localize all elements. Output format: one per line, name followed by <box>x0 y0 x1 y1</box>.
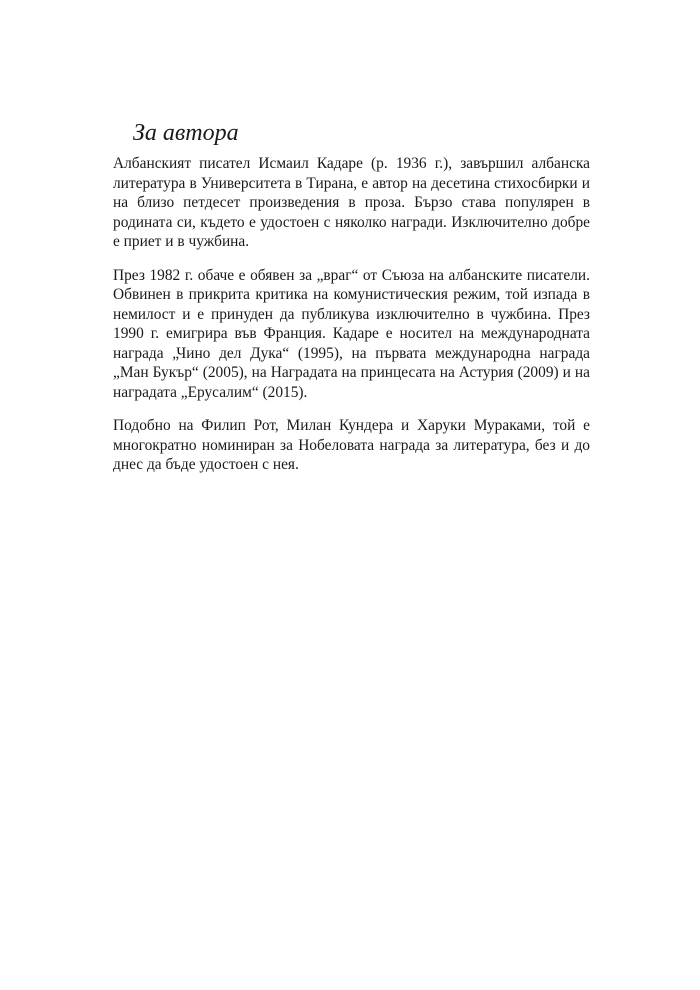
paragraph-nobel: Подобно на Филип Рот, Милан Кундера и Харуки Мураками, той е многократно номиниран за Нобеловата награда за литература, без и до днес да бъде удостоен с нея. <box>113 417 590 473</box>
page-title: За автора <box>133 120 239 146</box>
document-body <box>113 154 590 489</box>
paragraph-biography: Албанският писател Исмаил Кадаре (р. 1936 г.), завършил албанска литература в Университета в Тирана, е автор на десетина стихосбирки и на близо петдесет произведения в проза. Бързо става популярен в родината си, където е удостоен с няколко награди. Изключително добре е приет и в чужбина. <box>113 155 590 250</box>
paragraph-exile-awards: През 1982 г. обаче е обявен за „враг“ от Съюза на албанските писатели. Обвинен в прикрита критика на комунистическия режим, той изпада в немилост и е принуден да публикува изключително в чужбина. През 1990 г. емигрира във Франция. Кадаре е носител на международната награда „Чино дел Дука“ (1995), на първата международна награда „Ман Букър“ (2005), на Наградата на принцесата на Астурия (2009) и на наградата „Ерусалим“ (2015). <box>113 266 590 401</box>
